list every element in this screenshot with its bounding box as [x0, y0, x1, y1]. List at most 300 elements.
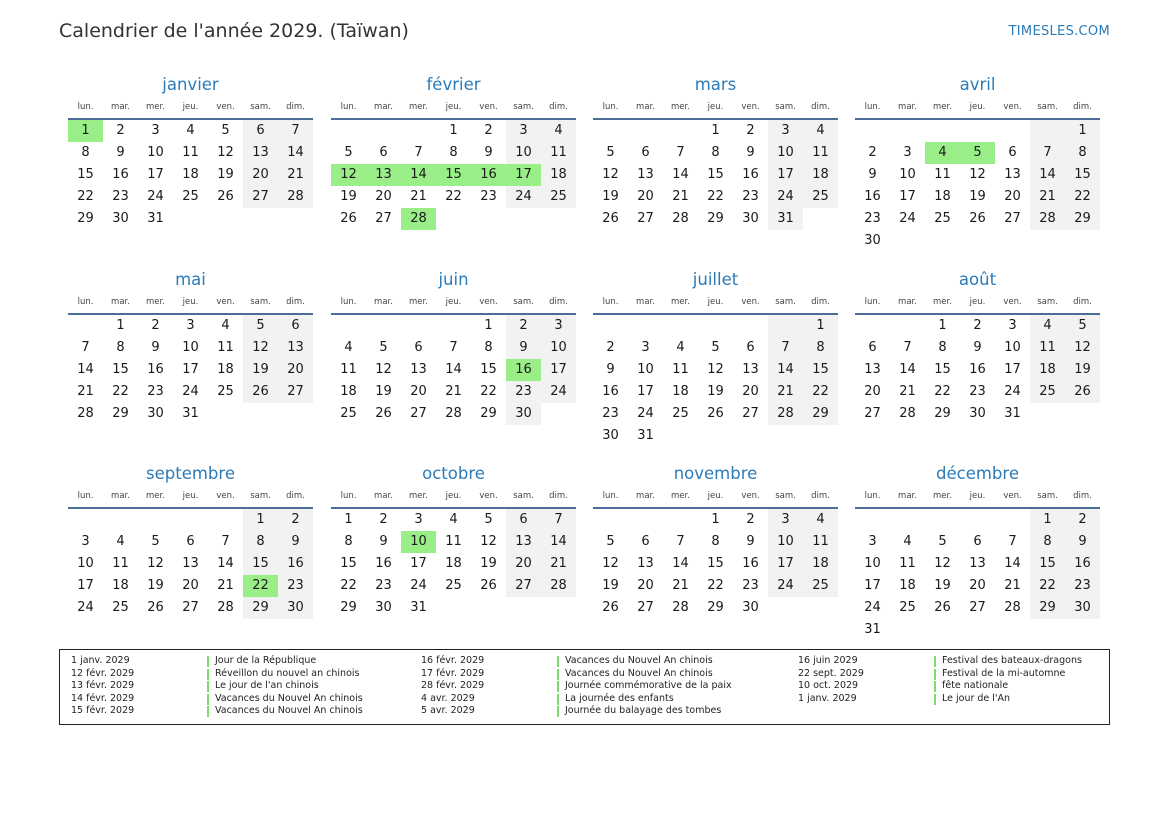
legend-item	[71, 668, 363, 681]
empty-cell	[628, 315, 663, 337]
month-name: octobre	[422, 464, 485, 483]
weekday-label: jeu.	[707, 491, 724, 501]
day-cell: 25	[445, 578, 462, 593]
day-cell: 13	[182, 556, 199, 571]
day-cell: 26	[340, 211, 357, 226]
day-cell: 21	[768, 381, 803, 403]
day-cell: 16	[602, 384, 619, 399]
legend-date: 4 avr. 2029	[421, 692, 475, 704]
day-cell: 31	[410, 600, 427, 615]
day-cell: 3	[903, 145, 912, 160]
day-cell: 30	[112, 211, 129, 226]
day-cell: 25	[1030, 381, 1065, 403]
empty-cell	[436, 315, 471, 337]
month-block	[855, 463, 1100, 641]
weekday-label: mar.	[374, 491, 393, 501]
day-cell: 12	[243, 337, 278, 359]
month-name: décembre	[936, 464, 1019, 483]
legend-holiday-name: Vacances du Nouvel An chinois	[565, 667, 713, 679]
day-cell: 20	[410, 384, 427, 399]
legend-holiday-name: Festival de la mi-automne	[942, 667, 1066, 679]
day-cell: 4	[541, 120, 576, 142]
day-cell: 6	[1008, 145, 1017, 160]
day-cell: 16	[1065, 553, 1100, 575]
weekday-label: lun.	[864, 491, 881, 501]
day-cell: 22	[707, 189, 724, 204]
legend-date: 14 févr. 2029	[71, 692, 135, 704]
day-cell: 25	[934, 211, 951, 226]
day-cell: 18	[541, 164, 576, 186]
day-cell: 22	[803, 381, 838, 403]
legend-marker	[557, 656, 559, 667]
legend-item	[71, 693, 363, 706]
day-cell: 27	[637, 211, 654, 226]
legend-holiday-name: Festival des bateaux-dragons	[942, 655, 1082, 666]
weekday-label: lun.	[602, 102, 619, 112]
weekday-label: mer.	[671, 102, 690, 112]
day-cell: 31	[182, 406, 199, 421]
legend-marker	[934, 681, 936, 692]
day-cell: 25	[899, 600, 916, 615]
empty-cell	[628, 120, 663, 142]
holiday-day-cell: 12	[331, 164, 366, 186]
day-cell: 2	[1065, 509, 1100, 531]
day-cell: 10	[182, 340, 199, 355]
weekday-label: ven.	[216, 491, 235, 501]
day-cell: 24	[541, 381, 576, 403]
legend-marker	[207, 706, 209, 717]
day-cell: 17	[637, 384, 654, 399]
day-cell: 4	[903, 534, 912, 549]
day-cell: 13	[969, 556, 986, 571]
day-cell: 18	[803, 553, 838, 575]
holiday-day-cell: 10	[401, 531, 436, 553]
day-cell: 23	[742, 189, 759, 204]
day-cell: 1	[711, 512, 720, 527]
day-cell: 15	[243, 553, 278, 575]
brand-link[interactable]: TIMESLES.COM	[1008, 24, 1110, 39]
legend-marker	[934, 694, 936, 705]
weekday-label: dim.	[1073, 491, 1092, 501]
day-cell: 23	[864, 211, 881, 226]
weekday-label: sam.	[513, 297, 534, 307]
day-cell: 20	[375, 189, 392, 204]
day-cell: 14	[217, 556, 234, 571]
day-cell: 29	[707, 600, 724, 615]
legend-date: 28 févr. 2029	[421, 680, 485, 692]
weekday-label: mer.	[933, 102, 952, 112]
day-cell: 31	[768, 208, 803, 230]
empty-cell	[366, 315, 401, 337]
day-cell: 1	[1065, 120, 1100, 142]
day-cell: 3	[186, 318, 195, 333]
day-cell: 13	[864, 362, 881, 377]
day-cell: 15	[934, 362, 951, 377]
day-cell: 27	[506, 575, 541, 597]
day-cell: 8	[1030, 531, 1065, 553]
day-cell: 29	[1065, 208, 1100, 230]
day-cell: 21	[278, 164, 313, 186]
day-cell: 6	[186, 534, 195, 549]
day-cell: 22	[707, 578, 724, 593]
day-cell: 24	[182, 384, 199, 399]
day-cell: 11	[803, 142, 838, 164]
weekday-header	[855, 100, 1100, 120]
day-cell: 24	[506, 186, 541, 208]
day-cell: 9	[746, 534, 755, 549]
day-cell: 14	[1030, 164, 1065, 186]
legend-holiday-name: Jour de la République	[215, 655, 317, 666]
day-cell: 30	[742, 211, 759, 226]
day-cell: 16	[375, 556, 392, 571]
weekday-label: mer.	[409, 491, 428, 501]
legend-date: 1 janv. 2029	[798, 692, 857, 704]
legend-date: 16 juin 2029	[798, 655, 858, 666]
holiday-day-cell: 17	[506, 164, 541, 186]
day-cell: 1	[711, 123, 720, 138]
legend-marker	[207, 694, 209, 705]
day-cell: 29	[707, 211, 724, 226]
weekday-label: mar.	[898, 102, 917, 112]
weekday-label: dim.	[549, 491, 568, 501]
day-cell: 25	[803, 575, 838, 597]
day-cell: 10	[541, 337, 576, 359]
legend-date: 22 sept. 2029	[798, 667, 864, 679]
day-cell: 14	[1004, 556, 1021, 571]
weekday-label: sam.	[775, 102, 796, 112]
day-cell: 25	[340, 406, 357, 421]
day-cell: 2	[868, 145, 877, 160]
legend-column	[798, 655, 1082, 705]
day-cell: 3	[768, 120, 803, 142]
day-cell: 6	[243, 120, 278, 142]
day-cell: 27	[278, 381, 313, 403]
empty-cell	[1030, 120, 1065, 142]
day-cell: 9	[151, 340, 160, 355]
day-cell: 23	[1065, 575, 1100, 597]
day-grid	[331, 120, 576, 230]
day-grid	[68, 315, 313, 425]
day-cell: 23	[278, 575, 313, 597]
weekday-label: sam.	[1037, 102, 1058, 112]
day-grid	[593, 120, 838, 230]
day-grid	[593, 315, 838, 447]
day-cell: 28	[445, 406, 462, 421]
day-cell: 19	[375, 384, 392, 399]
day-cell: 8	[711, 145, 720, 160]
weekday-label: mer.	[146, 102, 165, 112]
day-cell: 16	[742, 167, 759, 182]
weekday-header	[593, 100, 838, 120]
day-cell: 12	[934, 556, 951, 571]
day-cell: 20	[742, 384, 759, 399]
day-cell: 19	[602, 189, 619, 204]
day-cell: 28	[541, 575, 576, 597]
day-cell: 5	[1065, 315, 1100, 337]
day-cell: 24	[77, 600, 94, 615]
legend-marker	[557, 694, 559, 705]
day-cell: 29	[803, 403, 838, 425]
day-cell: 12	[1065, 337, 1100, 359]
day-cell: 4	[344, 340, 353, 355]
legend-holiday-name: fête nationale	[942, 680, 1009, 692]
day-cell: 17	[147, 167, 164, 182]
day-cell: 28	[1004, 600, 1021, 615]
day-cell: 14	[445, 362, 462, 377]
day-cell: 21	[899, 384, 916, 399]
day-cell: 6	[746, 340, 755, 355]
day-cell: 7	[903, 340, 912, 355]
legend-marker	[207, 681, 209, 692]
day-cell: 22	[77, 189, 94, 204]
day-cell: 11	[899, 556, 916, 571]
day-cell: 8	[81, 145, 90, 160]
day-cell: 5	[344, 145, 353, 160]
weekday-label: jeu.	[969, 491, 986, 501]
weekday-label: lun.	[602, 491, 619, 501]
weekday-label: jeu.	[707, 297, 724, 307]
day-cell: 7	[221, 534, 230, 549]
weekday-label: jeu.	[445, 297, 462, 307]
weekday-label: lun.	[864, 102, 881, 112]
day-cell: 12	[969, 167, 986, 182]
empty-cell	[855, 120, 890, 142]
weekday-label: jeu.	[969, 102, 986, 112]
day-cell: 2	[151, 318, 160, 333]
weekday-label: jeu.	[969, 297, 986, 307]
empty-cell	[138, 509, 173, 531]
day-cell: 13	[278, 337, 313, 359]
day-cell: 14	[768, 359, 803, 381]
day-cell: 6	[414, 340, 423, 355]
day-cell: 22	[1030, 575, 1065, 597]
weekday-label: mar.	[111, 491, 130, 501]
day-cell: 9	[116, 145, 125, 160]
legend-holiday-name: Journée commémorative de la paix	[565, 680, 732, 692]
day-grid	[855, 120, 1100, 252]
day-cell: 8	[803, 337, 838, 359]
day-cell: 20	[506, 553, 541, 575]
day-cell: 5	[606, 534, 615, 549]
month-name: janvier	[162, 75, 219, 94]
weekday-label: mer.	[671, 297, 690, 307]
weekday-header	[331, 489, 576, 509]
weekday-label: mar.	[374, 297, 393, 307]
day-cell: 2	[484, 123, 493, 138]
day-cell: 2	[278, 509, 313, 531]
day-cell: 12	[480, 534, 497, 549]
legend-date: 16 févr. 2029	[421, 655, 485, 666]
legend-marker	[207, 656, 209, 667]
day-cell: 16	[278, 553, 313, 575]
day-cell: 25	[217, 384, 234, 399]
day-cell: 24	[768, 186, 803, 208]
month-block	[68, 269, 313, 425]
day-cell: 19	[602, 578, 619, 593]
empty-cell	[890, 509, 925, 531]
weekday-label: ven.	[741, 491, 760, 501]
weekday-header	[68, 100, 313, 120]
day-cell: 18	[112, 578, 129, 593]
day-cell: 20	[969, 578, 986, 593]
day-cell: 12	[602, 167, 619, 182]
day-cell: 17	[541, 359, 576, 381]
weekday-label: jeu.	[445, 491, 462, 501]
day-cell: 25	[672, 406, 689, 421]
day-cell: 9	[484, 145, 493, 160]
legend-marker	[557, 706, 559, 717]
day-cell: 16	[969, 362, 986, 377]
day-cell: 11	[803, 531, 838, 553]
day-cell: 10	[899, 167, 916, 182]
weekday-label: mar.	[111, 102, 130, 112]
month-block	[593, 269, 838, 447]
day-cell: 14	[672, 167, 689, 182]
day-cell: 15	[803, 359, 838, 381]
day-cell: 2	[746, 123, 755, 138]
legend-item	[421, 668, 732, 681]
day-cell: 29	[1030, 597, 1065, 619]
day-cell: 22	[445, 189, 462, 204]
day-cell: 4	[116, 534, 125, 549]
month-name: septembre	[146, 464, 235, 483]
day-cell: 21	[77, 384, 94, 399]
day-cell: 25	[541, 186, 576, 208]
weekday-label: sam.	[513, 491, 534, 501]
holiday-day-cell: 1	[68, 120, 103, 142]
holiday-day-cell: 28	[401, 208, 436, 230]
day-cell: 26	[480, 578, 497, 593]
day-cell: 4	[449, 512, 458, 527]
day-cell: 26	[147, 600, 164, 615]
day-cell: 26	[969, 211, 986, 226]
day-cell: 6	[973, 534, 982, 549]
day-cell: 23	[742, 578, 759, 593]
weekday-label: sam.	[775, 491, 796, 501]
day-cell: 10	[864, 556, 881, 571]
day-cell: 11	[182, 145, 199, 160]
day-cell: 30	[1065, 597, 1100, 619]
day-cell: 30	[602, 428, 619, 443]
day-cell: 19	[1065, 359, 1100, 381]
day-cell: 2	[379, 512, 388, 527]
day-cell: 26	[375, 406, 392, 421]
day-cell: 6	[506, 509, 541, 531]
day-cell: 16	[864, 189, 881, 204]
day-cell: 21	[217, 578, 234, 593]
day-cell: 13	[1004, 167, 1021, 182]
day-cell: 24	[768, 575, 803, 597]
day-cell: 9	[379, 534, 388, 549]
day-cell: 7	[81, 340, 90, 355]
month-name: novembre	[673, 464, 758, 483]
day-cell: 2	[746, 512, 755, 527]
day-cell: 26	[707, 406, 724, 421]
day-cell: 24	[410, 578, 427, 593]
day-cell: 27	[182, 600, 199, 615]
day-cell: 4	[803, 509, 838, 531]
month-block	[593, 463, 838, 619]
day-cell: 11	[217, 340, 234, 355]
empty-cell	[593, 509, 628, 531]
weekday-label: lun.	[77, 102, 94, 112]
day-cell: 28	[77, 406, 94, 421]
day-cell: 3	[414, 512, 423, 527]
day-cell: 4	[803, 120, 838, 142]
day-cell: 9	[1065, 531, 1100, 553]
day-cell: 27	[243, 186, 278, 208]
day-cell: 15	[77, 167, 94, 182]
day-cell: 3	[506, 120, 541, 142]
day-cell: 17	[410, 556, 427, 571]
day-cell: 23	[375, 578, 392, 593]
day-cell: 23	[147, 384, 164, 399]
legend-date: 15 févr. 2029	[71, 705, 135, 717]
day-cell: 3	[641, 340, 650, 355]
day-cell: 13	[637, 167, 654, 182]
day-cell: 20	[1004, 189, 1021, 204]
weekday-header	[593, 295, 838, 315]
month-block	[68, 74, 313, 230]
day-cell: 21	[1004, 578, 1021, 593]
day-cell: 6	[641, 534, 650, 549]
legend-item	[798, 655, 1082, 668]
day-cell: 3	[768, 509, 803, 531]
day-cell: 25	[112, 600, 129, 615]
empty-cell	[733, 315, 768, 337]
empty-cell	[663, 315, 698, 337]
empty-cell	[855, 509, 890, 531]
holiday-day-cell: 5	[960, 142, 995, 164]
weekday-label: dim.	[811, 297, 830, 307]
legend-marker	[934, 656, 936, 667]
month-block	[331, 74, 576, 230]
day-cell: 17	[182, 362, 199, 377]
day-cell: 19	[243, 359, 278, 381]
legend-item	[421, 693, 732, 706]
day-cell: 29	[77, 211, 94, 226]
day-cell: 5	[938, 534, 947, 549]
legend-date: 13 févr. 2029	[71, 680, 135, 692]
day-cell: 13	[243, 142, 278, 164]
day-cell: 1	[484, 318, 493, 333]
page-title: Calendrier de l'année 2029. (Taïwan)	[59, 20, 409, 42]
day-cell: 1	[449, 123, 458, 138]
day-cell: 22	[1065, 186, 1100, 208]
day-cell: 13	[742, 362, 759, 377]
day-grid	[68, 120, 313, 230]
weekday-label: mar.	[636, 102, 655, 112]
empty-cell	[68, 509, 103, 531]
month-name: août	[958, 270, 997, 289]
day-cell: 21	[672, 189, 689, 204]
day-cell: 3	[1008, 318, 1017, 333]
weekday-label: mar.	[898, 297, 917, 307]
weekday-label: ven.	[479, 297, 498, 307]
day-cell: 11	[934, 167, 951, 182]
weekday-header	[593, 489, 838, 509]
day-cell: 18	[340, 384, 357, 399]
weekday-label: ven.	[216, 297, 235, 307]
day-cell: 6	[379, 145, 388, 160]
day-cell: 23	[969, 384, 986, 399]
day-cell: 8	[1065, 142, 1100, 164]
weekday-label: lun.	[864, 297, 881, 307]
legend-holiday-name: La journée des enfants	[565, 692, 674, 704]
day-grid	[331, 315, 576, 425]
day-cell: 26	[934, 600, 951, 615]
day-cell: 19	[480, 556, 497, 571]
